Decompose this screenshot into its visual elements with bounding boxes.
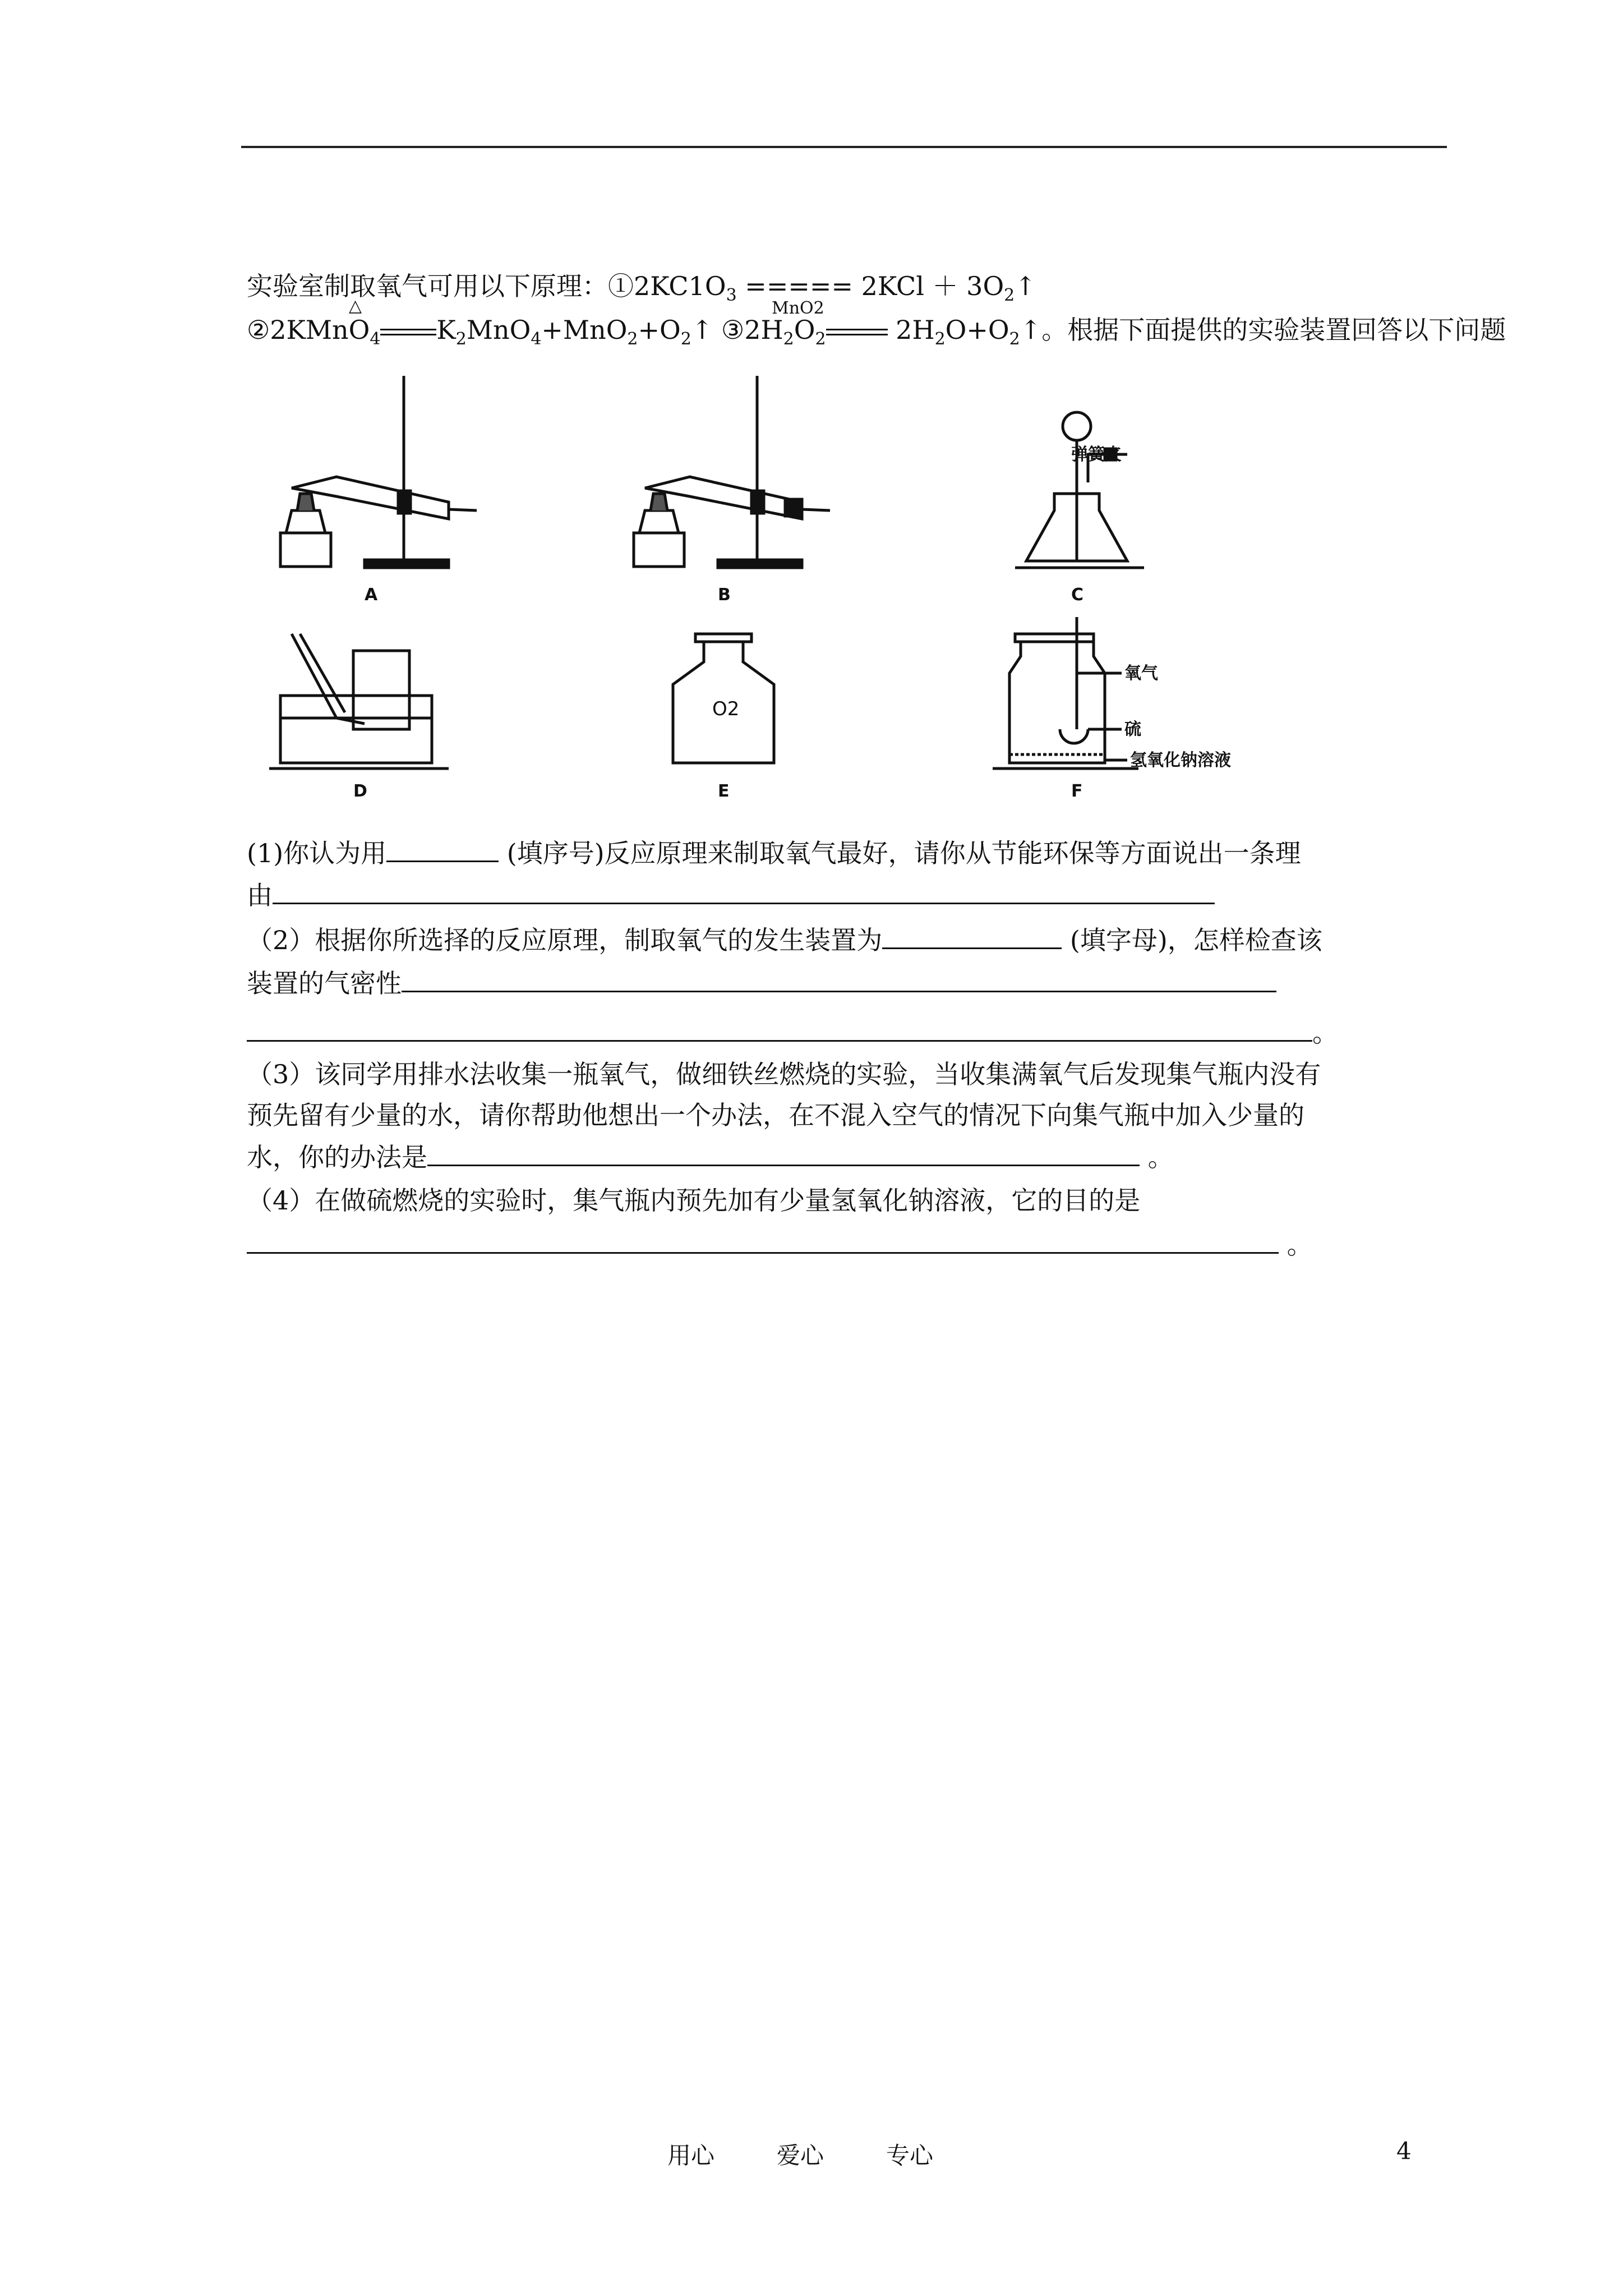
heat-symbol: △ (349, 296, 362, 316)
q4-line-1: （4）在做硫燃烧的实验时，集气瓶内预先加有少量氢氧化钠溶液，它的目的是 (247, 1185, 1141, 1216)
q2-line-2: 装置的气密性 (247, 966, 1276, 1000)
label-f: F (1071, 781, 1083, 801)
q1-line-1: (1)你认为用 (填序号)反应原理来制取氧气最好，请你从节能环保等方面说出一条理 (247, 836, 1301, 870)
q2-blank-1[interactable] (882, 923, 1062, 949)
q2-blank-2[interactable] (402, 966, 1276, 992)
label-d: D (353, 781, 367, 801)
q4-blank[interactable] (247, 1227, 1279, 1254)
intro-text: 实验室制取氧气可用以下原理：①2KC1O (247, 271, 726, 301)
label-b: B (718, 585, 731, 605)
sulfur-label: 硫 (1124, 720, 1141, 739)
apparatus-figure (269, 370, 1279, 819)
apparatus-a (280, 376, 477, 568)
footer-motto-2: 爱心 (777, 2142, 824, 2169)
label-e: E (718, 781, 730, 801)
q3-line-3: 水，你的办法是 。 (247, 1140, 1174, 1174)
apparatus-f (993, 617, 1138, 769)
intro-line-2: ②2KMnO$_4$ $K_2MnO_4+MnO_2+O_2↑$ $③2H_2O_2$ $2H_2O+O_2↑$。根据下面提供的实验装置回答以下问题 (247, 315, 1506, 349)
oxygen-label: 氧气 (1124, 664, 1158, 683)
intro-line-1: 实验室制取氧气可用以下原理：$①2KC1O_3$ ===== $2KCl + 3O_2↑$ (247, 271, 1036, 305)
q4-line-2: 。 (247, 1227, 1313, 1262)
apparatus-c (1015, 412, 1144, 568)
footer-motto-3: 专心 (886, 2142, 934, 2169)
q1-blank-2[interactable] (273, 878, 1215, 904)
spring-clip-label: 弹簧夹 (1071, 445, 1122, 464)
q3-line-1: （3）该同学用排水法收集一瓶氧气，做细铁丝燃烧的实验，当收集满氧气后发现集气瓶内没有 (247, 1059, 1321, 1089)
q1-line-2: 由 (247, 878, 1215, 912)
page-number: 4 (1396, 2137, 1412, 2165)
footer-motto-1: 用心 (667, 2142, 715, 2169)
q1-blank-1[interactable] (386, 836, 499, 862)
equation-bar-2 (380, 329, 436, 335)
equation-1: ===== 2KCl ＋ 3O (736, 271, 1004, 301)
q2-blank-3[interactable] (247, 1015, 1312, 1042)
q3-line-2: 预先留有少量的水，请你帮助他想出一个办法，在不混入空气的情况下向集气瓶中加入少量的 (247, 1100, 1304, 1130)
equation-bar-3 (826, 329, 888, 335)
q2-line-1: （2）根据你所选择的反应原理，制取氧气的发生装置为 (填字母)，怎样检查该 (247, 923, 1322, 957)
o2-label: O2 (712, 698, 740, 720)
catalyst-label: MnO2 (772, 298, 824, 318)
header-rule (241, 146, 1447, 148)
apparatus-d (269, 634, 449, 769)
apparatus-b (634, 376, 830, 568)
label-a: A (365, 585, 378, 605)
q3-blank[interactable] (427, 1140, 1140, 1166)
q2-line-3: 。 (247, 1015, 1338, 1050)
naoh-label: 氢氧化钠溶液 (1130, 751, 1231, 770)
label-c: C (1071, 585, 1084, 605)
